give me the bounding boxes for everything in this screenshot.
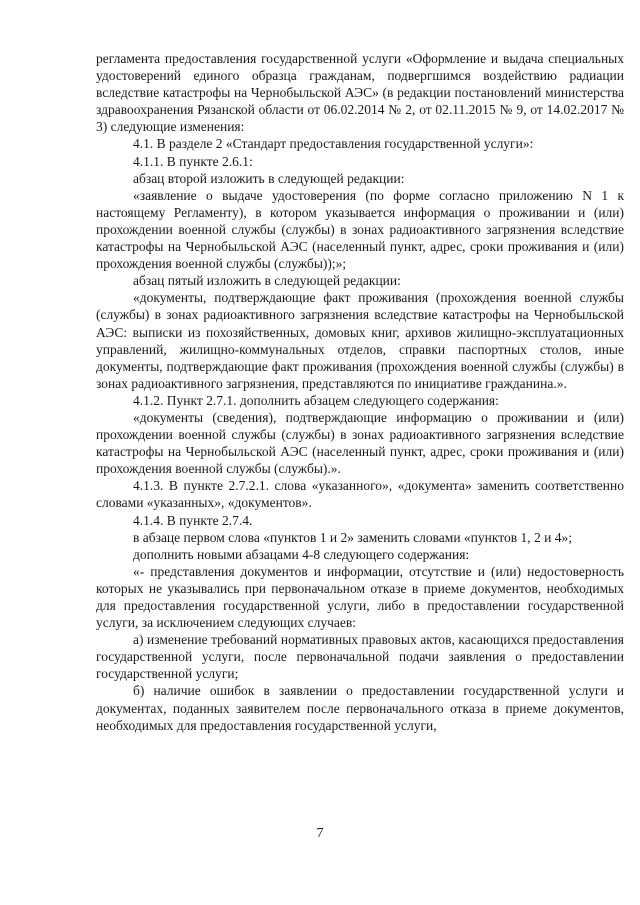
paragraph: а) изменение требований нормативных правовых актов, касающихся предоставления государственной услуги, после первоначальной подачи заявления о предоставлении государственной услуги; bbox=[96, 632, 624, 682]
paragraph: 4.1. В разделе 2 «Стандарт предоставления государственной услуги»: bbox=[133, 136, 534, 152]
paragraph: 4.1.2. Пункт 2.7.1. дополнить абзацем следующего содержания: bbox=[133, 392, 499, 408]
paragraph: «документы, подтверждающие факт проживания (прохождения военной службы (службы) в зонах радиоактивного загрязнения вследствие катастрофы на Чернобыльской АЭС: выписки из похозяйственных, домовых книг, архивов жилищно-эксплуатационных управлений, жилищно-коммунальных отделов, справки паспортных столов, иные документы, подтверждающие факт проживания (прохождения военной службы (службы) в зонах радиоактивного загрязнения, представляются по инициативе гражданина.». bbox=[96, 290, 624, 391]
paragraph: абзац второй изложить в следующей редакции: bbox=[133, 170, 405, 186]
page-number: 7 bbox=[316, 826, 324, 841]
document-body bbox=[96, 50, 624, 734]
paragraph: «документы (сведения), подтверждающие информацию о проживании и (или) прохождении военной службы (службы) в зонах радиоактивного загрязнения вследствие катастрофы на Чернобыльской АЭС (населенный пункт, адрес, сроки проживания и (или) прохождения военной службы (службы).». bbox=[96, 409, 624, 477]
paragraph: в абзаце первом слова «пунктов 1 и 2» заменить словами «пунктов 1, 2 и 4»; bbox=[133, 529, 572, 545]
paragraph: «- представления документов и информации, отсутствие и (или) недостоверность которых не указывались при первоначальном отказе в приеме документов, необходимых для предоставления государственной услуги, либо в предоставлении государственной услуги, за исключением следующих случаев: bbox=[96, 563, 624, 631]
paragraph: б) наличие ошибок в заявлении о предоставлении государственной услуги и документах, поданных заявителем после первоначального отказа в приеме документов, необходимых для предоставления государственной услуги, bbox=[96, 683, 624, 733]
paragraph: дополнить новыми абзацами 4-8 следующего содержания: bbox=[133, 546, 470, 562]
paragraph: «заявление о выдаче удостоверения (по форме согласно приложению N 1 к настоящему Регламенту), в котором указывается информация о проживании и (или) прохождении военной службы (службы) в зонах радиоактивного загрязнения вследствие катастрофы на Чернобыльской АЭС (населенный пункт, адрес, сроки проживания и (или) прохождения военной службы (службы));»; bbox=[96, 187, 624, 272]
paragraph: 4.1.1. В пункте 2.6.1: bbox=[133, 153, 253, 169]
paragraph: регламента предоставления государственной услуги «Оформление и выдача специальных удостоверений единого образца гражданам, подвергшимся воздействию радиации вследствие катастрофы на Чернобыльской АЭС» (в редакции постановлений министерства здравоохранения Рязанской области от 06.02.2014 № 2, от 02.11.2015 № 9, от 14.02.2017 № 3) следующие изменения: bbox=[96, 51, 624, 135]
paragraph: абзац пятый изложить в следующей редакции: bbox=[133, 273, 401, 289]
paragraph: 4.1.3. В пункте 2.7.2.1. слова «указанного», «документа» заменить соответственно словами «указанных», «документов». bbox=[96, 478, 624, 511]
paragraph: 4.1.4. В пункте 2.7.4. bbox=[133, 512, 253, 528]
